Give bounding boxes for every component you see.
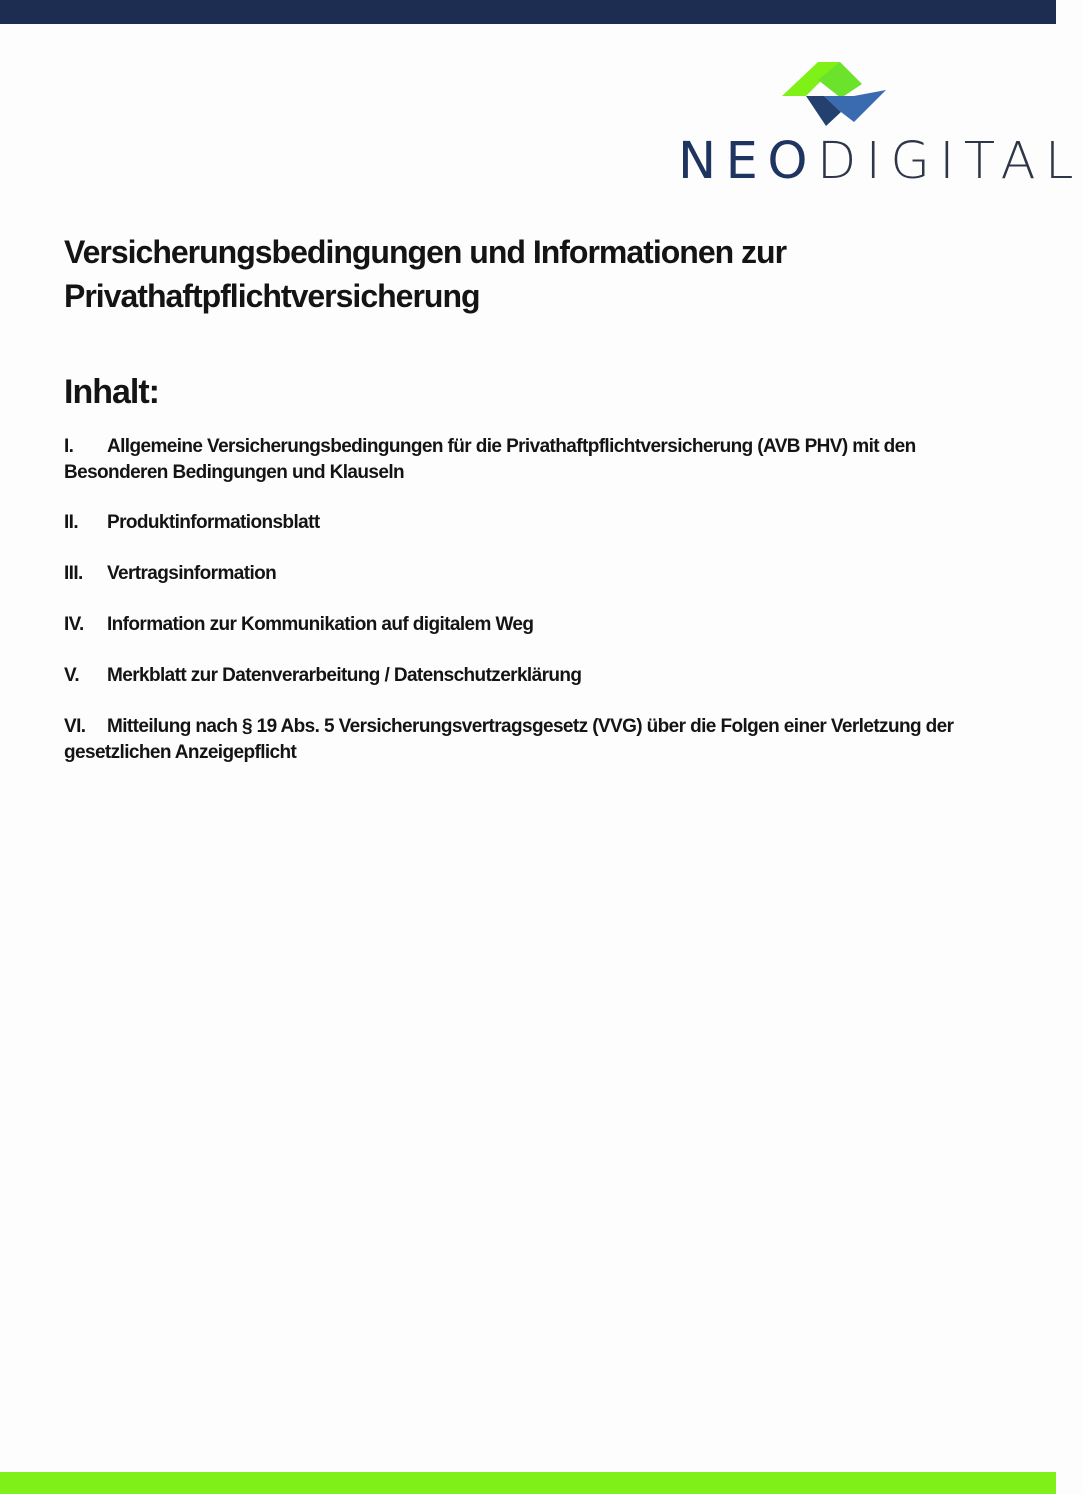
toc-item-number: I. (64, 436, 74, 457)
document-title (64, 230, 964, 318)
toc-item-text: Produktinformationsblatt (107, 512, 320, 533)
toc-item-number: II. (64, 512, 79, 533)
toc-item-number: IV. (64, 614, 84, 635)
logo-text-digital: DIGITAL (817, 132, 1083, 191)
toc-item-text: Merkblatt zur Datenverarbeitung / Datenschutzerklärung (107, 665, 582, 686)
neodigital-logo-icon (782, 60, 886, 126)
toc-item-3 (64, 561, 964, 587)
toc-item-number: V. (64, 665, 80, 686)
neodigital-logo (676, 60, 1083, 191)
toc-item-2 (64, 510, 964, 536)
toc-item-text-continued: gesetzlichen Anzeigepflicht (64, 742, 297, 763)
toc-item-1 (64, 434, 964, 486)
toc-item-text: Mitteilung nach § 19 Abs. 5 Versicherungsvertragsgesetz (VVG) über die Folgen einer Verletzung der (107, 716, 954, 737)
document-title-line2: Privathaftpflichtversicherung (64, 278, 480, 314)
toc-item-4 (64, 612, 964, 638)
toc-item-text-continued: Besonderen Bedingungen und Klauseln (64, 462, 405, 483)
toc-item-text: Vertragsinformation (107, 563, 277, 584)
toc-item-number: VI. (64, 716, 86, 737)
toc-item-number: III. (64, 563, 83, 584)
document-title-line1: Versicherungsbedingungen und Informationen zur (64, 234, 787, 270)
logo-wordmark (678, 132, 1083, 191)
toc-heading: Inhalt: (64, 373, 159, 411)
header-bar (0, 0, 1056, 24)
footer-bar (0, 1472, 1056, 1494)
logo-text-neo: NEO (678, 132, 818, 191)
toc-item-6 (64, 714, 964, 766)
toc-item-5 (64, 663, 964, 689)
toc-item-text: Information zur Kommunikation auf digitalem Weg (107, 614, 534, 635)
toc-item-text: Allgemeine Versicherungsbedingungen für die Privathaftpflichtversicherung (AVB PHV) mit den (107, 436, 916, 457)
